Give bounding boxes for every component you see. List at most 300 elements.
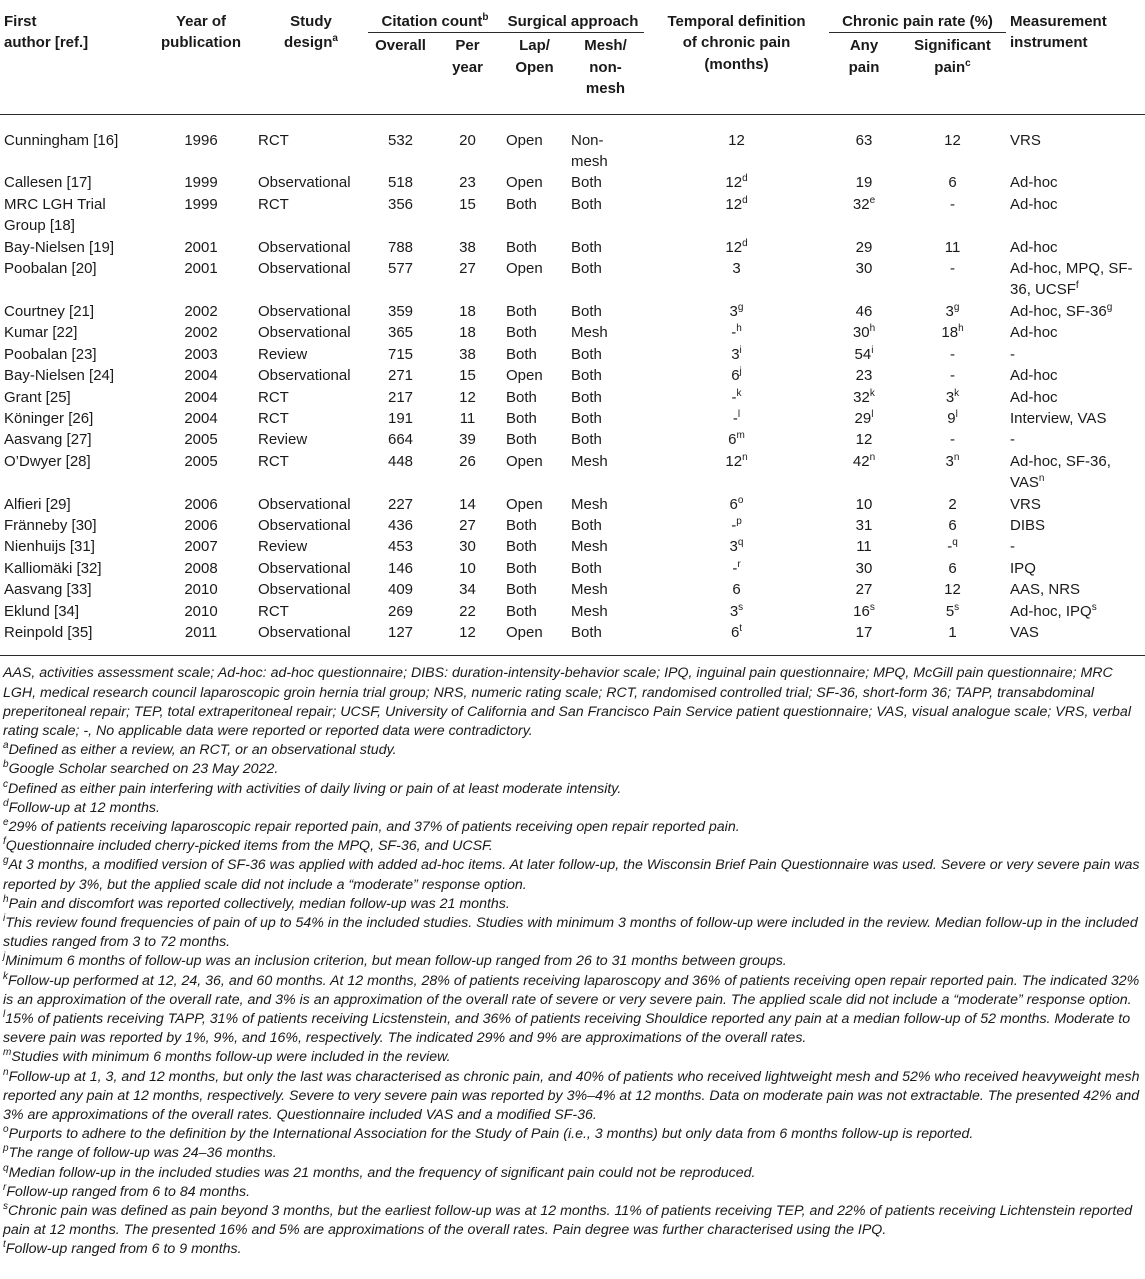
- cell-approach: Both: [506, 602, 537, 620]
- cell-line: Ad-hoc, IPQ: [1010, 602, 1092, 620]
- any-pain-value: 16: [853, 602, 870, 620]
- cell-instrument: [1006, 194, 1145, 237]
- table-row: [0, 515, 1145, 536]
- cell-per-year: 27: [459, 260, 476, 278]
- footnote-marker: d: [742, 173, 748, 185]
- significant-pain-value: 3: [945, 388, 955, 406]
- cell-significant-pain: [899, 387, 1006, 408]
- cell-year: 2002: [184, 324, 218, 342]
- significant-pain-value: -: [950, 367, 955, 385]
- cell-per-year: 12: [459, 623, 476, 641]
- cell-line: Fränneby [30]: [4, 516, 97, 534]
- footnote: [3, 818, 1141, 837]
- footnote-text: Questionnaire included cherry-picked items from the MPQ, SF-36, and UCSF.: [5, 838, 493, 855]
- cell-line: Ad-hoc: [1010, 174, 1058, 192]
- footnote-marker: t: [739, 622, 743, 634]
- table-footnotes: [0, 656, 1145, 1259]
- cell-overall: 356: [387, 195, 414, 213]
- significant-pain-value: -: [947, 538, 953, 556]
- cell-line: VAS: [1010, 623, 1039, 641]
- table-row: [0, 365, 1145, 386]
- cell-design: RCT: [258, 388, 289, 406]
- significant-pain-value: 2: [948, 495, 957, 513]
- cell-mesh: [567, 301, 644, 322]
- temporal-value: 6: [730, 623, 740, 641]
- cell-author: [0, 194, 148, 237]
- footnote-text: Median follow-up in the included studies was 21 months, and the frequency of significant pain could not be reproduced.: [8, 1164, 756, 1181]
- footnote-text: Follow-up at 1, 3, and 12 months, but only the last was characterised as chronic pain, and 40% of patients who received lightweight mesh and 52% who received heavyweight mesh reported any pain at 12 months, respectively. Severe to very severe pain was reported by 3%–4% at 12 months. Data on moderate pain was not extractable. The presented 42% and 3% are approximations of the overall rates. Questionnaire included VAS and a modified SF-36.: [3, 1068, 1140, 1124]
- footnote-marker: j: [739, 366, 742, 378]
- cell-temporal: [644, 365, 829, 386]
- significant-pain-value: 18: [941, 324, 959, 342]
- cell-year: 2003: [184, 345, 218, 363]
- cell-approach: Both: [506, 559, 537, 577]
- cell-per-year: 27: [459, 516, 476, 534]
- table-row: [0, 451, 1145, 494]
- cell-line: DIBS: [1010, 516, 1046, 534]
- cell-line: Köninger [26]: [4, 409, 94, 427]
- cell-any-pain: [829, 429, 899, 450]
- cell-overall: 715: [387, 345, 414, 363]
- cell-year: 2007: [184, 538, 218, 556]
- cell-line: Ad-hoc: [1010, 195, 1058, 213]
- cell-overall: 664: [387, 431, 414, 449]
- temporal-value: 12: [725, 174, 743, 192]
- footnote: [3, 1068, 1141, 1126]
- cell-temporal: [644, 579, 829, 600]
- cell-line: Both: [571, 516, 602, 534]
- footnote-marker: n: [1038, 473, 1045, 485]
- header-year: Year of publication: [161, 13, 241, 52]
- table-row: [0, 601, 1145, 622]
- cell-design: Observational: [258, 495, 351, 513]
- cell-per-year: 39: [459, 431, 476, 449]
- cell-significant-pain: [899, 429, 1006, 450]
- temporal-value: 12: [725, 238, 743, 256]
- footnote: [3, 760, 1141, 779]
- cell-any-pain: [829, 301, 899, 322]
- cell-line: Both: [571, 388, 602, 406]
- footnote: [3, 664, 1141, 741]
- footnote-marker: p: [736, 515, 742, 527]
- footnote-marker: g: [953, 301, 960, 313]
- cell-mesh: [567, 536, 644, 557]
- cell-approach: Open: [506, 623, 543, 641]
- footnote-marker: j: [3, 951, 6, 963]
- cell-approach: Both: [506, 431, 537, 449]
- cell-temporal: [644, 237, 829, 258]
- any-pain-value: 29: [855, 238, 873, 256]
- cell-instrument: [1006, 494, 1145, 515]
- cell-instrument: [1006, 558, 1145, 579]
- cell-approach: Both: [506, 195, 537, 213]
- footnote: [3, 1010, 1141, 1048]
- cell-per-year: 34: [459, 581, 476, 599]
- header-lap-open: Lap/ Open: [515, 37, 554, 76]
- footnote-marker: c: [3, 778, 8, 790]
- significant-pain-value: 12: [944, 131, 961, 149]
- cell-author: [0, 301, 148, 322]
- temporal-value: 6: [728, 431, 737, 449]
- cell-mesh: [567, 429, 644, 450]
- temporal-value: -: [731, 324, 737, 342]
- any-pain-value: 32: [852, 195, 870, 213]
- table-row: [0, 172, 1145, 193]
- cell-year: 1999: [184, 195, 218, 213]
- cell-line: Ad-hoc: [1010, 238, 1058, 256]
- cell-per-year: 23: [459, 174, 476, 192]
- cell-year: 2004: [184, 367, 218, 385]
- footnote-marker: d: [742, 194, 748, 206]
- footnote-text: At 3 months, a modified version of SF-36 was applied with added ad-hoc items. At later follow-up, the Wisconsin Brief Pain Questionnaire was used. Severe or very severe pain was reported by 3%, but the applied scale did not include a “moderate” response option.: [3, 857, 1140, 893]
- cell-overall: 436: [387, 516, 414, 534]
- cell-significant-pain: [899, 536, 1006, 557]
- footnote-marker: k: [869, 387, 875, 399]
- cell-temporal: [644, 494, 829, 515]
- cell-author: [0, 172, 148, 193]
- cell-overall: 788: [387, 238, 414, 256]
- any-pain-value: 19: [855, 174, 873, 192]
- footnote: [3, 1183, 1141, 1202]
- footnote-marker: o: [3, 1124, 9, 1136]
- cell-line: Courtney [21]: [4, 302, 95, 320]
- footnote-marker: g: [737, 301, 744, 313]
- header-citation-count: Citation count$^b$: [368, 0, 502, 33]
- cell-approach: Open: [506, 131, 543, 149]
- footnote-marker: l: [3, 1009, 6, 1021]
- footnote-marker: r: [737, 558, 741, 570]
- footnote: [3, 952, 1141, 971]
- significant-pain-value: 3: [945, 302, 954, 320]
- footnote-marker: m: [3, 1047, 12, 1059]
- header-first-author: First author [ref.]: [4, 13, 89, 52]
- cell-approach: Open: [506, 174, 543, 192]
- cell-significant-pain: [899, 258, 1006, 301]
- significant-pain-value: 3: [945, 452, 954, 470]
- cell-line: Alfieri [29]: [4, 495, 71, 513]
- cell-any-pain: [829, 322, 899, 343]
- cell-overall: 518: [387, 174, 414, 192]
- temporal-value: 12: [728, 131, 745, 149]
- cell-any-pain: [829, 344, 899, 365]
- footnote-marker: k: [736, 387, 742, 399]
- table-row: [0, 344, 1145, 365]
- footnote-text: Follow-up at 12 months.: [8, 799, 160, 816]
- cell-significant-pain: [899, 558, 1006, 579]
- temporal-value: 12: [725, 452, 743, 470]
- footnote-marker: l: [871, 408, 874, 420]
- cell-per-year: 18: [459, 324, 476, 342]
- cell-author: [0, 322, 148, 343]
- footnote-marker: k: [954, 387, 960, 399]
- cell-mesh: [567, 130, 644, 173]
- table-row: [0, 408, 1145, 429]
- footnote-marker: k: [3, 970, 8, 982]
- cell-instrument: [1006, 408, 1145, 429]
- cell-mesh: [567, 172, 644, 193]
- cell-mesh: [567, 258, 644, 301]
- cell-temporal: [644, 536, 829, 557]
- cell-line: Poobalan [23]: [4, 345, 97, 363]
- cell-design: Observational: [258, 174, 351, 192]
- cell-mesh: [567, 579, 644, 600]
- table-row: [0, 130, 1145, 173]
- cell-per-year: 15: [459, 195, 476, 213]
- footnote-text: Minimum 6 months of follow-up was an inclusion criterion, but mean follow-up ranged from 26 to 31 months between groups.: [5, 953, 787, 970]
- any-pain-value: 42: [852, 452, 870, 470]
- footnote-marker: n: [3, 1066, 9, 1078]
- cell-temporal: [644, 622, 829, 656]
- cell-any-pain: [829, 172, 899, 193]
- footnote-marker: m: [736, 430, 745, 442]
- cell-per-year: 18: [459, 302, 476, 320]
- cell-approach: Both: [506, 302, 537, 320]
- cell-line: Nienhuijs [31]: [4, 538, 95, 556]
- cell-line: IPQ: [1010, 559, 1036, 577]
- footnote: [3, 895, 1141, 914]
- cell-temporal: [644, 558, 829, 579]
- cell-any-pain: [829, 387, 899, 408]
- cell-line: Both: [571, 559, 602, 577]
- cell-overall: 191: [387, 409, 414, 427]
- cell-temporal: [644, 301, 829, 322]
- cell-design: Observational: [258, 367, 351, 385]
- footnote: [3, 1125, 1141, 1144]
- cell-design: Review: [258, 345, 308, 363]
- cell-any-pain: [829, 451, 899, 494]
- cell-line: mesh: [571, 153, 608, 171]
- cell-mesh: [567, 622, 644, 656]
- cell-significant-pain: [899, 322, 1006, 343]
- cell-line: VRS: [1010, 495, 1041, 513]
- any-pain-value: 29: [854, 409, 872, 427]
- cell-approach: Open: [506, 260, 543, 278]
- footnote-text: AAS, activities assessment scale; Ad-hoc: ad-hoc questionnaire; DIBS: duration-intensity-behavior scale; IPQ, inguinal pain questionnaire; MPQ, McGill pain questionnaire; MRC LGH, medical research council laparoscopic groin hernia trial group; NRS, numeric rating scale; RCT, randomised controlled trial; SF-36, short-form 36; TAPP, transabdominal preperitoneal repair; TEP, total extraperitoneal repair; UCSF, University of California and San Francisco Pain Service patient questionnaire; VAS, visual analogue scale; VRS, verbal rating scale; -, No applicable data were reported or reported data were contradictory.: [3, 665, 1131, 739]
- any-pain-value: 46: [855, 302, 873, 320]
- footnote-marker: o: [737, 494, 744, 506]
- footnote-text: Purports to adhere to the definition by the International Association for the Study of Pain (i.e., 3 months) but only data from 6 months follow-up is reported.: [8, 1126, 974, 1143]
- cell-approach: Both: [506, 516, 537, 534]
- cell-design: Observational: [258, 623, 351, 641]
- footnote-marker: n: [869, 451, 876, 463]
- cell-line: Mesh: [571, 538, 608, 556]
- table-row: [0, 579, 1145, 600]
- cell-author: [0, 258, 148, 301]
- cell-significant-pain: [899, 451, 1006, 494]
- cell-line: Both: [571, 409, 602, 427]
- footnote-text: Defined as either pain interfering with activities of daily living or pain of at least moderate intensity.: [8, 780, 622, 797]
- temporal-value: -: [732, 559, 738, 577]
- cell-design: RCT: [258, 195, 289, 213]
- cell-line: Mesh: [571, 581, 608, 599]
- cell-instrument: [1006, 536, 1145, 557]
- footnote-marker: g: [1106, 301, 1113, 313]
- any-pain-value: 23: [855, 367, 873, 385]
- cell-instrument: [1006, 429, 1145, 450]
- cell-year: 2011: [184, 623, 218, 641]
- cell-line: Ad-hoc, SF-36,: [1010, 452, 1111, 470]
- cell-overall: 127: [387, 623, 414, 641]
- cell-approach: Both: [506, 345, 537, 363]
- cell-line: Eklund [34]: [4, 602, 80, 620]
- cell-line: Aasvang [33]: [4, 581, 92, 599]
- cell-overall: 365: [387, 324, 414, 342]
- cell-instrument: [1006, 344, 1145, 365]
- cell-line: Bay-Nielsen [24]: [4, 367, 115, 385]
- footnote: [3, 1240, 1141, 1259]
- cell-line: Both: [571, 302, 602, 320]
- any-pain-value: 30: [852, 324, 870, 342]
- footnote-marker: i: [871, 344, 874, 356]
- cell-author: [0, 344, 148, 365]
- cell-author: [0, 515, 148, 536]
- table-row: [0, 429, 1145, 450]
- cell-line: Both: [571, 238, 602, 256]
- cell-temporal: [644, 601, 829, 622]
- cell-any-pain: [829, 536, 899, 557]
- cell-instrument: [1006, 365, 1145, 386]
- cell-instrument: [1006, 301, 1145, 322]
- footnote-marker: q: [3, 1162, 9, 1174]
- footnote-marker: p: [3, 1143, 9, 1155]
- footnote-marker: l: [737, 408, 741, 420]
- cell-line: Reinpold [35]: [4, 623, 93, 641]
- any-pain-value: 27: [855, 581, 873, 599]
- significant-pain-value: 6: [948, 559, 957, 577]
- cell-approach: Both: [506, 324, 537, 342]
- table-row: [0, 301, 1145, 322]
- cell-per-year: 10: [459, 559, 476, 577]
- any-pain-value: 11: [856, 538, 872, 556]
- cell-significant-pain: [899, 344, 1006, 365]
- table-body: [0, 114, 1145, 656]
- footnote-marker: h: [958, 323, 964, 335]
- any-pain-value: 17: [855, 623, 873, 641]
- footnote: [3, 1144, 1141, 1163]
- footnote-marker: s: [1091, 601, 1097, 613]
- cell-mesh: [567, 387, 644, 408]
- footnote: [3, 1048, 1141, 1067]
- significant-pain-value: 6: [948, 174, 957, 192]
- cell-significant-pain: [899, 365, 1006, 386]
- cell-line: Cunningham [16]: [4, 131, 119, 149]
- cell-any-pain: [829, 237, 899, 258]
- cell-any-pain: [829, 601, 899, 622]
- footnote-text: Defined as either a review, an RCT, or an observational study.: [8, 742, 397, 759]
- footnote: [3, 780, 1141, 799]
- any-pain-value: 63: [855, 131, 873, 149]
- header-chronic-pain-rate: Chronic pain rate (%): [829, 0, 1006, 33]
- significant-pain-value: -: [950, 195, 955, 213]
- header-measurement-instrument: Measurement instrument: [1010, 13, 1107, 52]
- cell-year: 2004: [184, 388, 218, 406]
- cell-year: 2002: [184, 302, 218, 320]
- any-pain-value: 30: [855, 559, 873, 577]
- cell-significant-pain: [899, 515, 1006, 536]
- cell-approach: Both: [506, 238, 537, 256]
- cell-overall: 532: [387, 131, 414, 149]
- cell-instrument: [1006, 622, 1145, 656]
- cell-author: [0, 494, 148, 515]
- temporal-value: 3: [732, 260, 741, 278]
- cell-mesh: [567, 365, 644, 386]
- cell-overall: 227: [387, 495, 414, 513]
- temporal-value: 3: [729, 538, 738, 556]
- temporal-value: -: [732, 409, 738, 427]
- cell-significant-pain: [899, 301, 1006, 322]
- temporal-value: 3: [729, 602, 739, 620]
- footnote: [3, 1202, 1141, 1240]
- cell-author: [0, 601, 148, 622]
- cell-author: [0, 429, 148, 450]
- temporal-value: 6: [732, 581, 741, 599]
- cell-significant-pain: [899, 408, 1006, 429]
- footnote-text: 15% of patients receiving TAPP, 31% of patients receiving Licstenstein, and 36% of patients receiving Shouldice reported any pain at a median follow-up of 52 months. Moderate to severe pain was reported by 1%, 9%, and 16%, respectively. The indicated 29% and 9% are approximations of the overall rates.: [3, 1011, 1131, 1047]
- cell-author: [0, 536, 148, 557]
- cell-any-pain: [829, 622, 899, 656]
- cell-author: [0, 365, 148, 386]
- cell-design: Observational: [258, 559, 351, 577]
- cell-temporal: [644, 408, 829, 429]
- cell-line: Aasvang [27]: [4, 431, 92, 449]
- footnote-text: Follow-up ranged from 6 to 84 months.: [6, 1183, 251, 1200]
- cell-any-pain: [829, 130, 899, 173]
- cell-line: Mesh: [571, 495, 608, 513]
- cell-instrument: [1006, 579, 1145, 600]
- cell-overall: 453: [387, 538, 414, 556]
- cell-any-pain: [829, 408, 899, 429]
- footnote-marker: i: [739, 344, 742, 356]
- table-row: [0, 622, 1145, 656]
- cell-per-year: 26: [459, 452, 476, 470]
- significant-pain-value: -: [950, 345, 955, 363]
- cell-line: AAS, NRS: [1010, 581, 1081, 599]
- any-pain-value: 54: [854, 345, 872, 363]
- cell-author: [0, 622, 148, 656]
- table-row: [0, 536, 1145, 557]
- cell-any-pain: [829, 515, 899, 536]
- footnote-text: Google Scholar searched on 23 May 2022.: [8, 761, 279, 778]
- significant-pain-value: 5: [945, 602, 955, 620]
- cell-per-year: 11: [459, 409, 476, 427]
- temporal-value: 6: [729, 495, 738, 513]
- footnote: [3, 837, 1141, 856]
- cell-design: RCT: [258, 131, 289, 149]
- header-surgical-approach: Surgical approach: [502, 0, 644, 33]
- cell-mesh: [567, 451, 644, 494]
- cell-line: -: [1010, 431, 1016, 449]
- cell-per-year: 12: [459, 388, 476, 406]
- cell-mesh: [567, 237, 644, 258]
- cell-mesh: [567, 194, 644, 237]
- cell-design: Review: [258, 538, 308, 556]
- cell-line: Callesen [17]: [4, 174, 92, 192]
- cell-year: 2005: [184, 431, 218, 449]
- cell-line: Bay-Nielsen [19]: [4, 238, 115, 256]
- cell-approach: Both: [506, 409, 537, 427]
- significant-pain-value: 12: [944, 581, 961, 599]
- significant-pain-value: 1: [948, 623, 957, 641]
- footnote: [3, 972, 1141, 1010]
- cell-year: 1996: [184, 131, 218, 149]
- cell-per-year: 14: [459, 495, 476, 513]
- cell-significant-pain: [899, 194, 1006, 237]
- cell-instrument: [1006, 601, 1145, 622]
- cell-year: 2004: [184, 409, 218, 427]
- cell-design: RCT: [258, 602, 289, 620]
- cell-design: Observational: [258, 324, 351, 342]
- table-row: [0, 194, 1145, 237]
